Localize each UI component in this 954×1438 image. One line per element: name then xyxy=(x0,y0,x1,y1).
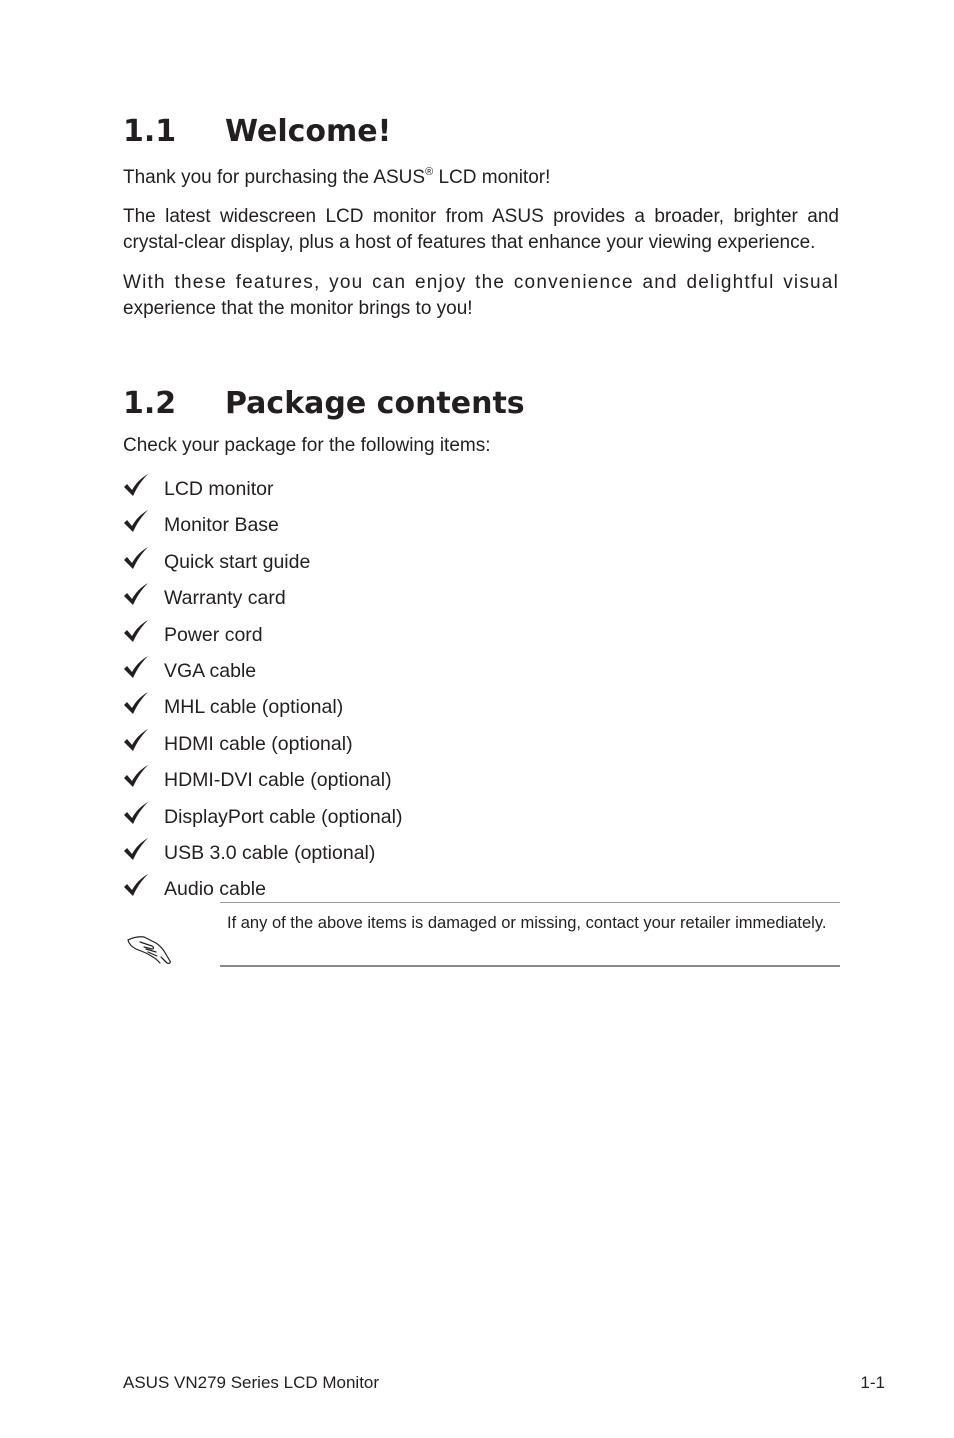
item-label: DisplayPort cable (optional) xyxy=(164,805,403,828)
checkmark-icon xyxy=(123,474,149,498)
section-title: Welcome! xyxy=(225,114,392,149)
checkmark-icon xyxy=(123,874,149,898)
section-number: 1.1 xyxy=(123,114,177,149)
text-line: With these features, you can enjoy the convenience and delightful visual xyxy=(123,272,839,293)
checkmark-icon xyxy=(123,729,149,753)
item-label: VGA cable xyxy=(164,659,257,682)
checkmark-icon xyxy=(123,692,149,716)
checkmark-icon xyxy=(123,583,149,607)
registered-mark: ® xyxy=(425,166,434,178)
item-label: Warranty card xyxy=(164,587,286,610)
item-label: Quick start guide xyxy=(164,550,311,573)
footer-page-number: 1-1 xyxy=(860,1373,885,1392)
section-heading-welcome xyxy=(123,114,392,149)
checkmark-icon xyxy=(123,656,149,680)
package-intro: Check your package for the following items: xyxy=(123,435,491,456)
checkmark-icon xyxy=(123,838,149,862)
footer-product-name: ASUS VN279 Series LCD Monitor xyxy=(123,1373,380,1392)
checkmark-icon xyxy=(123,802,149,826)
section-title: Package contents xyxy=(225,386,525,421)
welcome-paragraph-3 xyxy=(123,270,839,322)
item-label: HDMI-DVI cable (optional) xyxy=(164,769,392,792)
item-label: MHL cable (optional) xyxy=(164,696,344,719)
item-label: Power cord xyxy=(164,623,263,646)
checkmark-icon xyxy=(123,765,149,789)
hand-icon xyxy=(126,928,174,966)
text-span: LCD monitor! xyxy=(433,167,551,188)
item-label: Monitor Base xyxy=(164,514,279,537)
checkmark-icon xyxy=(123,547,149,571)
item-label: LCD monitor xyxy=(164,478,274,500)
item-label: Audio cable xyxy=(164,878,266,901)
checkmark-icon xyxy=(123,510,149,534)
item-label: USB 3.0 cable (optional) xyxy=(164,841,376,864)
text-span: Thank you for purchasing the ASUS xyxy=(123,167,426,188)
welcome-paragraph-2: The latest widescreen LCD monitor from ASUS provides a broader, brighter and crystal-clear display, plus a host of features that enhance your viewing experience. xyxy=(123,206,839,253)
welcome-paragraph-1 xyxy=(123,165,839,191)
text-line: experience that the monitor brings to you! xyxy=(123,298,473,319)
section-heading-package-contents xyxy=(123,386,525,421)
checkmark-icon xyxy=(123,620,149,644)
note-text: If any of the above items is damaged or missing, contact your retailer immediately. xyxy=(227,914,827,932)
note-box xyxy=(220,902,840,967)
section-number: 1.2 xyxy=(123,386,177,421)
item-label: HDMI cable (optional) xyxy=(164,732,353,755)
